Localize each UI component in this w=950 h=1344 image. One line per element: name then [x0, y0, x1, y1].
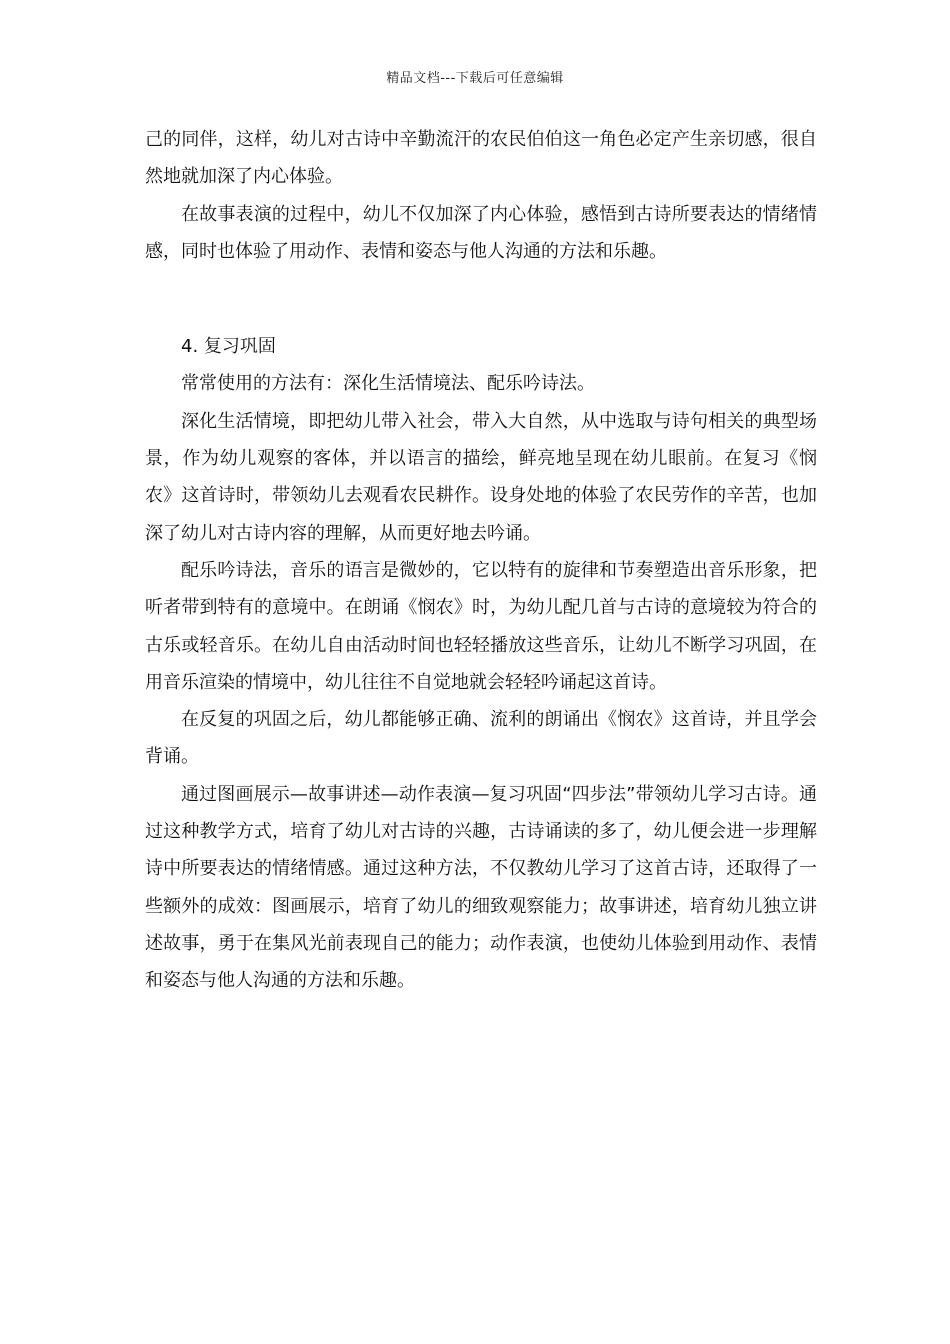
- paragraph-life-situation: 深化生活情境，即把幼儿带入社会，带入大自然，从中选取与诗句相关的典型场景，作为幼儿观察的客体，并以语言的描绘，鲜亮地呈现在幼儿眼前。在复习《悯农》这首诗时，带领幼儿去观看农民耕作。设身处地的体验了农民劳作的辛苦，也加深了幼儿对古诗内容的理解，从而更好地去吟诵。: [145, 410, 817, 544]
- document-body: [145, 121, 817, 1000]
- paragraph-music-poetry: 配乐吟诗法，音乐的语言是微妙的，它以特有的旋律和节奏塑造出音乐形象，把听者带到特有的意境中。在朗诵《悯农》时，为幼儿配几首与古诗的意境较为符合的古乐或轻音乐。在幼儿自由活动时间也轻轻播放这些音乐，让幼儿不断学习巩固，在用音乐渲染的情境中，幼儿往往不自觉地就会轻轻吟诵起这首诗。: [145, 559, 817, 693]
- page-header: 精品文档---下载后可任意编辑: [386, 71, 564, 86]
- section-gap: [145, 270, 817, 328]
- paragraph-continuation: 己的同伴，这样，幼儿对古诗中辛勤流汗的农民伯伯这一角色必定产生亲切感，很自然地就加深了内心体验。: [145, 129, 817, 188]
- paragraph-story-performance: 在故事表演的过程中，幼儿不仅加深了内心体验，感悟到古诗所要表达的情绪情感，同时也体验了用动作、表情和姿态与他人沟通的方法和乐趣。: [145, 203, 817, 262]
- paragraph-four-steps: 通过图画展示—故事讲述—动作表演—复习巩固“四步法”带领幼儿学习古诗。通过这种教学方式，培育了幼儿对古诗的兴趣，古诗诵读的多了，幼儿便会进一步理解诗中所要表达的情绪情感。通过这种方法，不仅教幼儿学习了这首古诗，还取得了一些额外的成效：图画展示，培育了幼儿的细致观察能力；故事讲述，培育幼儿独立讲述故事，勇于在集风光前表现自己的能力；动作表演，也使幼儿体验到用动作、表情和姿态与他人沟通的方法和乐趣。: [145, 783, 817, 992]
- paragraph-recitation: 在反复的巩固之后，幼儿都能够正确、流利的朗诵出《悯农》这首诗，并且学会背诵。: [145, 709, 817, 768]
- paragraph-methods: 常常使用的方法有：深化生活情境法、配乐吟诗法。: [181, 373, 595, 395]
- section-heading: 4. 复习巩固: [181, 336, 276, 358]
